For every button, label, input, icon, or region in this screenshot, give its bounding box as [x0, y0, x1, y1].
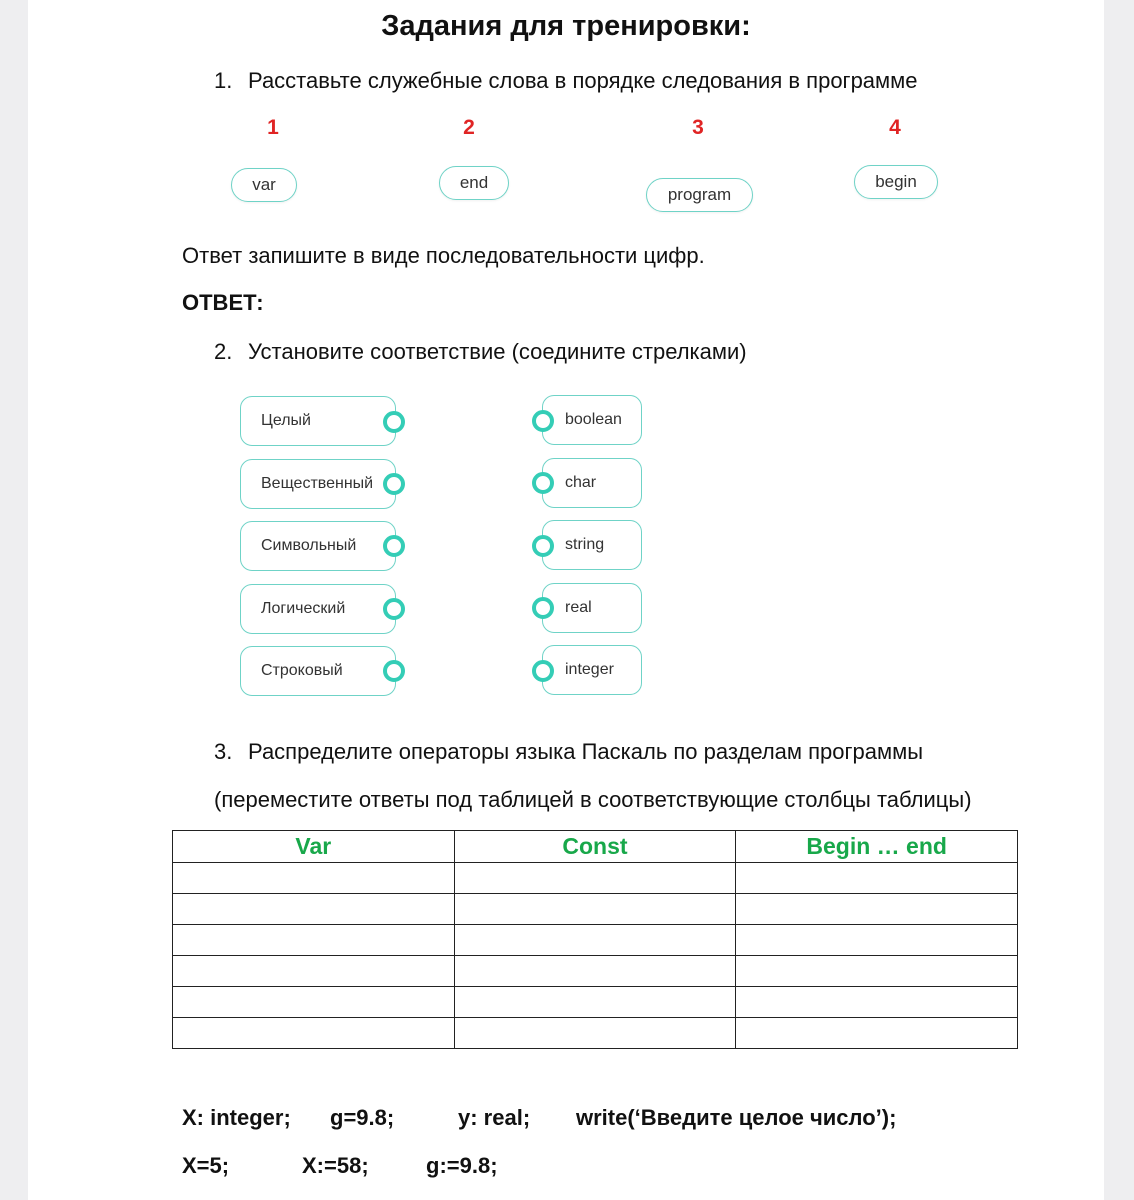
task2-number: 2.: [214, 339, 233, 364]
operator-item[interactable]: X:=58;: [302, 1153, 369, 1178]
word-program[interactable]: program: [646, 178, 753, 212]
task3-text-line1: Распределите операторы языка Паскаль по разделам программы: [248, 739, 924, 764]
match-left-item[interactable]: Вещественный: [240, 459, 396, 509]
match-left-item[interactable]: Символьный: [240, 521, 396, 571]
table-cell[interactable]: [173, 956, 455, 987]
table-cell[interactable]: [454, 956, 736, 987]
position-2: 2: [463, 116, 475, 139]
table-cell[interactable]: [454, 863, 736, 894]
task1-text: Расставьте служебные слова в порядке следования в программе: [248, 68, 918, 93]
table-cell[interactable]: [736, 987, 1018, 1018]
operator-item[interactable]: X=5;: [182, 1153, 230, 1178]
match-right-item[interactable]: real: [542, 583, 642, 633]
match-left-item[interactable]: Целый: [240, 396, 396, 446]
word-end[interactable]: end: [439, 166, 509, 200]
operator-item[interactable]: g=9.8;: [330, 1105, 395, 1130]
position-3: 3: [692, 116, 704, 139]
table-cell[interactable]: [454, 925, 736, 956]
table-cell[interactable]: [173, 894, 455, 925]
connector-circle-icon[interactable]: [532, 410, 554, 432]
table-cell[interactable]: [454, 1018, 736, 1049]
connector-circle-icon[interactable]: [383, 473, 405, 495]
connector-circle-icon[interactable]: [532, 597, 554, 619]
table-cell[interactable]: [173, 863, 455, 894]
table-header-row: [173, 831, 1018, 863]
match-left-item[interactable]: Строковый: [240, 646, 396, 696]
table-row: [173, 956, 1018, 987]
table-row: [173, 925, 1018, 956]
table-row: [173, 987, 1018, 1018]
table-cell[interactable]: [736, 894, 1018, 925]
word-begin[interactable]: begin: [854, 165, 938, 199]
connector-circle-icon[interactable]: [383, 660, 405, 682]
table-cell[interactable]: [736, 956, 1018, 987]
operator-item[interactable]: write(‘Введите целое число’);: [576, 1105, 897, 1130]
connector-circle-icon[interactable]: [532, 472, 554, 494]
match-right-item[interactable]: integer: [542, 645, 642, 695]
operator-item[interactable]: g:=9.8;: [426, 1153, 498, 1178]
position-4: 4: [889, 116, 901, 139]
table-cell[interactable]: [454, 987, 736, 1018]
word-var[interactable]: var: [231, 168, 297, 202]
task3-number: 3.: [214, 739, 233, 764]
task2-text: Установите соответствие (соедините стрелками): [248, 339, 747, 364]
operator-item[interactable]: X: integer;: [182, 1105, 291, 1130]
table-cell[interactable]: [173, 925, 455, 956]
page-title: Задания для тренировки:: [381, 10, 751, 42]
table-cell[interactable]: [173, 1018, 455, 1049]
table-cell[interactable]: [736, 863, 1018, 894]
match-left-item[interactable]: Логический: [240, 584, 396, 634]
task3-text-line2: (переместите ответы под таблицей в соответствующие столбцы таблицы): [214, 787, 972, 812]
answer-label: ОТВЕТ:: [182, 290, 264, 315]
match-right-item[interactable]: string: [542, 520, 642, 570]
match-right-item[interactable]: boolean: [542, 395, 642, 445]
match-right-item[interactable]: char: [542, 458, 642, 508]
column-header-begin-end: Begin … end: [736, 831, 1018, 863]
table-row: [173, 863, 1018, 894]
table-row: [173, 1018, 1018, 1049]
table-cell[interactable]: [736, 925, 1018, 956]
column-header-const: Const: [454, 831, 736, 863]
table-cell[interactable]: [736, 1018, 1018, 1049]
connector-circle-icon[interactable]: [532, 535, 554, 557]
table-cell[interactable]: [454, 894, 736, 925]
task1-number: 1.: [214, 68, 233, 93]
operator-item[interactable]: y: real;: [458, 1105, 531, 1130]
connector-circle-icon[interactable]: [532, 660, 554, 682]
sections-table: [172, 830, 1018, 1049]
table-cell[interactable]: [173, 987, 455, 1018]
connector-circle-icon[interactable]: [383, 535, 405, 557]
worksheet-page: [28, 0, 1104, 1200]
connector-circle-icon[interactable]: [383, 411, 405, 433]
column-header-var: Var: [173, 831, 455, 863]
position-1: 1: [267, 116, 279, 139]
task1-instruction: Ответ запишите в виде последовательности цифр.: [182, 243, 705, 268]
table-row: [173, 894, 1018, 925]
connector-circle-icon[interactable]: [383, 598, 405, 620]
